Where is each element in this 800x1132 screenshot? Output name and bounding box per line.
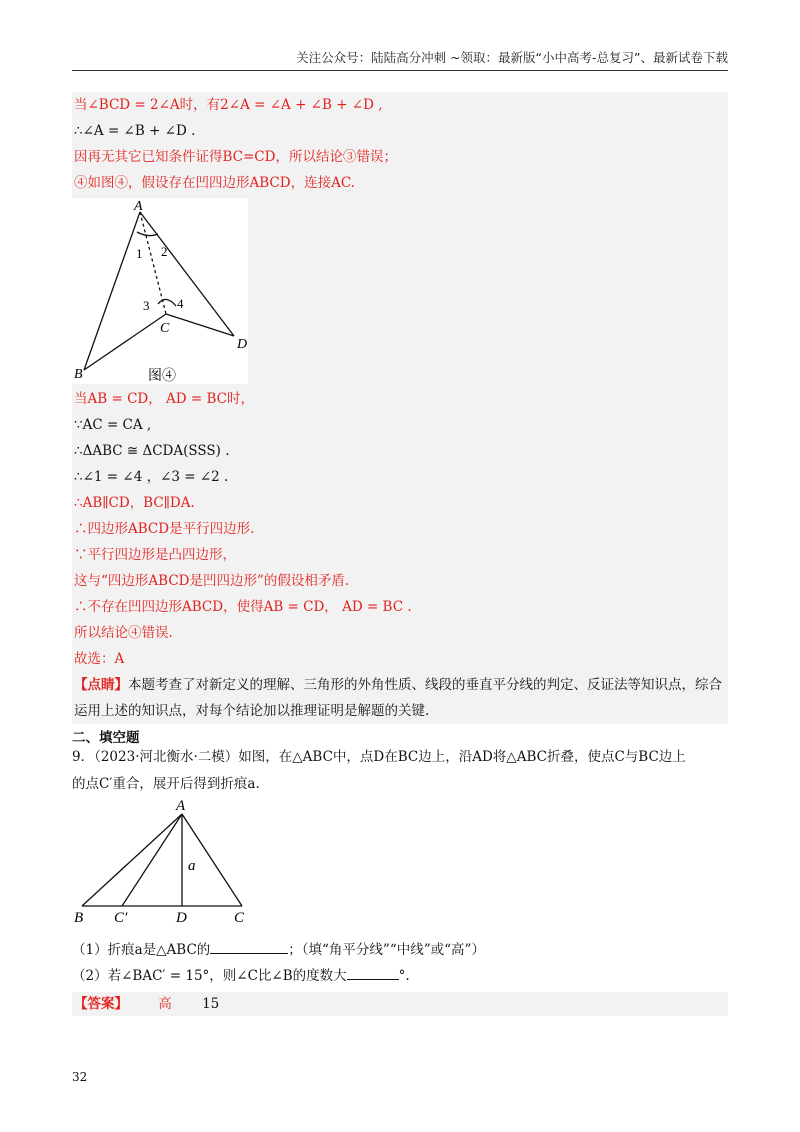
solution-line: ∴不存在凹四边形ABCD，使得AB = CD， AD = BC .	[74, 599, 412, 615]
label-c-prime: C′	[114, 910, 128, 926]
section-title: 二、填空题	[72, 730, 140, 746]
solution-line: ∴ΔABC ≅ ΔCDA(SSS) .	[74, 443, 230, 459]
solution-line: 故选：A	[74, 651, 125, 667]
label-crease: a	[188, 858, 196, 874]
segment-ad	[140, 212, 234, 336]
segment-ab	[84, 212, 140, 370]
answer-bar	[72, 992, 728, 1016]
figure-4-diagram	[72, 198, 248, 384]
page-number: 32	[72, 1070, 88, 1084]
figure-4	[72, 198, 248, 384]
comment-paragraph	[72, 672, 728, 724]
solution-line: ∴∠1 = ∠4 ，∠3 = ∠2 .	[74, 469, 229, 485]
label-a: A	[176, 798, 186, 814]
label-a: A	[134, 199, 143, 214]
label-1: 1	[136, 246, 143, 261]
solution-line: 当AB = CD， AD = BC时，	[74, 391, 254, 407]
triangle-diagram	[72, 796, 262, 926]
question-line: 9．（2023·河北衡水·二模）如图，在△ABC中，点D在BC边上，沿AD将△ABC折叠，使点C与BC边上	[72, 749, 686, 765]
header-rule	[72, 70, 728, 71]
label-b: B	[74, 367, 83, 382]
part2-blank	[347, 965, 399, 980]
page-header: 关注公众号：陆陆高分冲刺 ~领取：最新版“小中高考-总复习”、最新试卷下载	[296, 50, 728, 65]
solution-line: ∵平行四边形是凸四边形，	[74, 547, 236, 563]
question-9	[72, 744, 728, 798]
solution-line: ∴AB∥CD，BC∥DA.	[74, 495, 195, 511]
question-part-2	[72, 964, 410, 988]
answer-tag: 【答案】	[74, 996, 128, 1012]
label-c: C	[234, 910, 245, 926]
solution-line: 所以结论④错误.	[74, 625, 173, 641]
segment-cd	[166, 314, 234, 336]
label-d: D	[237, 337, 248, 352]
question-figure	[72, 796, 262, 926]
solution-line: ∵AC = CA ,	[74, 417, 152, 433]
label-b: B	[74, 910, 84, 926]
solution-line: ∴∠A = ∠B + ∠D .	[74, 123, 196, 139]
part1-prefix: （1）折痕a是△ABC的	[72, 942, 211, 958]
answer-value-2: 15	[202, 996, 220, 1012]
part1-blank	[210, 939, 288, 954]
question-part-1	[72, 938, 485, 962]
segment-ab	[82, 814, 182, 906]
label-2: 2	[161, 244, 168, 259]
comment-tag: 【点睛】	[74, 677, 128, 693]
label-3: 3	[143, 298, 150, 313]
label-4: 4	[177, 296, 184, 311]
label-d: D	[176, 910, 187, 926]
solution-line: ∴四边形ABCD是平行四边形.	[74, 521, 255, 537]
solution-line: ④如图④，假设存在凹四边形ABCD，连接AC.	[74, 175, 355, 191]
question-line: 的点C′重合，展开后得到折痕a.	[72, 776, 260, 792]
comment-text: 本题考查了对新定义的理解、三角形的外角性质、线段的垂直平分线的判定、反证法等知识点，综合运用上述的知识点，对每个结论加以推理证明是解题的关键.	[74, 677, 722, 719]
part2-suffix: °.	[398, 968, 410, 984]
segment-bc	[84, 314, 166, 370]
part1-suffix: ；（填“角平分线”“中线”或“高”）	[288, 942, 485, 958]
segment-ac-prime	[122, 814, 182, 906]
angle-arc-c	[158, 299, 176, 306]
part2-prefix: （2）若∠BAC′ = 15°，则∠C比∠B的度数大	[72, 968, 347, 984]
solution-line: 当∠BCD = 2∠A时，有2∠A = ∠A + ∠B + ∠D ,	[74, 97, 383, 113]
solution-line: 因再无其它已知条件证得BC=CD，所以结论③错误；	[74, 149, 397, 165]
solution-line: 这与“四边形ABCD是凹四边形”的假设相矛盾.	[74, 573, 350, 589]
label-c: C	[160, 321, 170, 336]
figure-caption: 图④	[148, 369, 176, 384]
answer-value-1: 高	[158, 996, 172, 1012]
solution-block	[72, 92, 728, 724]
